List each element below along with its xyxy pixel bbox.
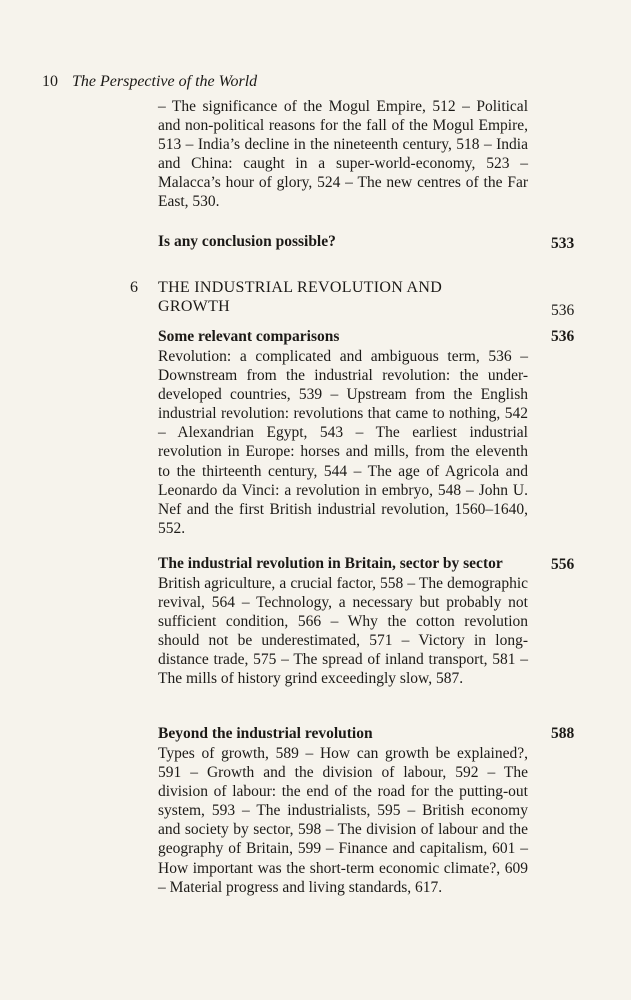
continued-entry-text: – The significance of the Mogul Empire, 512 – Political and non-political reasons for the fall of the Mogul Empire, 513 – India’s decline in the nineteenth century, 518 – India and China: caught in a super-world-economy, 523 – Malacca’s hour of glory, 524 – The new centres of the Far East, 530. (158, 98, 528, 211)
section-text: British agriculture, a crucial factor, 558 – The demographic revival, 564 – Technology, a necessary but probably not sufficient condition, 566 – Why the cotton revolution should not be underestimated, 571 – Victory in long-distance trade, 575 – The spread of inland transport, 581 – The mills of history grind exceedingly slow, 587. (158, 575, 528, 688)
section-contents (158, 347, 528, 538)
continued-entry (158, 97, 528, 212)
chapter-page: 536 (551, 302, 575, 319)
book-title: The Perspective of the World (72, 73, 258, 90)
section-contents (158, 574, 528, 689)
section-heading: Beyond the industrial revolution (158, 725, 373, 742)
section-text: Types of growth, 589 – How can growth be explained?, 591 – Growth and the division of labour, 592 – The division of labour: the end of the road for the putting-out system, 593 – The industrialists, 595 – British economy and society by sector, 598 – The division of labour and the geography of Britain, 599 – Finance and capitalism, 601 – How important was the short-term economic climate?, 609 – Material progress and living standards, 617. (158, 745, 528, 896)
conclusion-heading: Is any conclusion possible? (158, 233, 336, 250)
section-heading: Some relevant comparisons (158, 328, 340, 345)
chapter-title (158, 278, 442, 316)
section-page: 588 (551, 725, 575, 742)
running-head (42, 72, 257, 92)
section-text: Revolution: a complicated and ambiguous term, 536 – Downstream from the industrial revolution: the under-developed countries, 539 – Upstream from the English industrial revolution: revolutions that came to nothing, 542 – Alexandrian Egypt, 543 – The earliest industrial revolution in Europe: horses and mills, from the eleventh to the thirteenth century, 544 – The age of Agricola and Leonardo da Vinci: a revolution in embryo, 548 – John U. Nef and the first British industrial revolution, 1560–1640, 552. (158, 348, 528, 537)
page-number: 10 (42, 73, 58, 90)
chapter-title-line-2: GROWTH (158, 298, 231, 315)
section-contents (158, 744, 528, 897)
conclusion-page: 533 (551, 235, 575, 252)
chapter-title-line-1: THE INDUSTRIAL REVOLUTION AND (158, 279, 443, 296)
section-page: 536 (551, 328, 575, 345)
section-heading: The industrial revolution in Britain, sector by sector (158, 555, 503, 572)
section-page: 556 (551, 556, 575, 573)
chapter-number: 6 (130, 279, 138, 296)
